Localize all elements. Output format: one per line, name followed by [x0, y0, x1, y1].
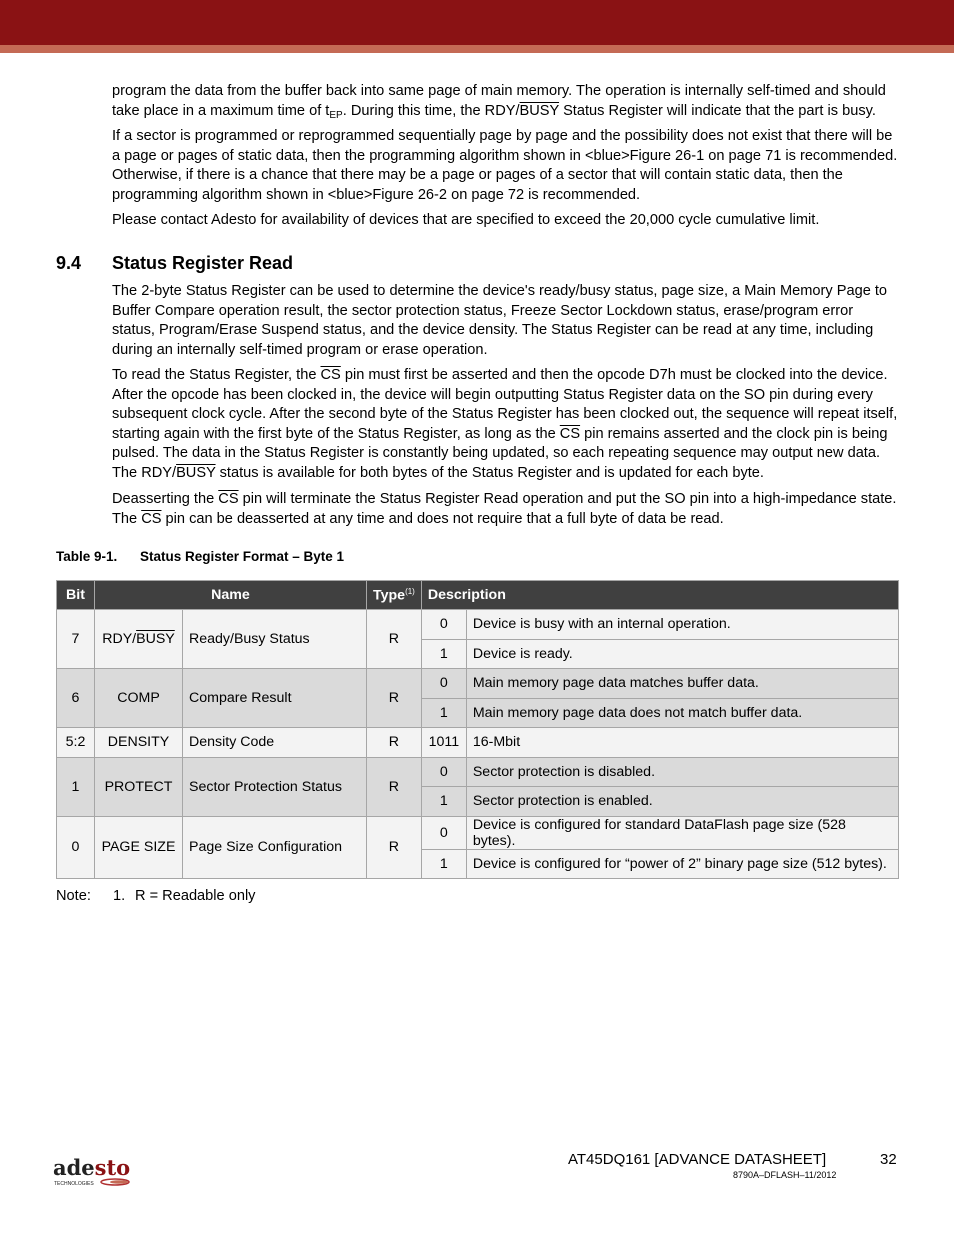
value-cell: 0 [421, 610, 466, 640]
svg-text:TECHNOLOGIES: TECHNOLOGIES [54, 1181, 94, 1187]
description-cell: Sector protection is disabled. [466, 757, 898, 787]
overlined-signal: $\overline{CS}$ [320, 367, 341, 383]
paragraph [112, 282, 898, 360]
bit-cell: 7 [57, 610, 95, 669]
table-row [57, 816, 899, 849]
header-description: Description [421, 581, 898, 610]
header-bit: Bit [57, 581, 95, 610]
text-run: The 2-byte Status Register can be used to determine the device's ready/busy status, page size, a Main Memory Page to Buffer Compare operation result, the sector protection status, Freeze Sector Lockdown status, erase/program error status, Program/Erase Suspend status, and the device density. The Status Register can be read at any time, including during an internally self-timed program or erase operation. [112, 283, 888, 358]
full-name-cell: Page Size Configuration [183, 816, 367, 879]
value-cell: 1 [421, 849, 466, 879]
footer-doc-title: AT45DQ161 [ADVANCE DATASHEET] [568, 1151, 827, 1168]
table-caption-number: Table 9-1. [56, 549, 118, 564]
table-row [57, 757, 899, 787]
paragraph [112, 82, 898, 125]
name-cell: PROTECT [95, 757, 183, 816]
name-cell: RDY/BUSY [95, 610, 183, 669]
section-number: 9.4 [56, 253, 82, 273]
description-cell: Main memory page data does not match buffer data. [466, 698, 898, 728]
value-cell: 0 [421, 669, 466, 699]
footer-doc-number: 8790A–DFLASH–11/2012 [733, 1170, 837, 1180]
description-cell: Device is configured for standard DataFlash page size (528 bytes). [466, 816, 898, 849]
full-name-cell: Compare Result [183, 669, 367, 728]
table-row [57, 610, 899, 640]
bit-cell: 6 [57, 669, 95, 728]
paragraph [112, 127, 898, 205]
name-cell: COMP [95, 669, 183, 728]
value-cell: 0 [421, 816, 466, 849]
note-label: Note: [56, 888, 91, 904]
description-cell: Sector protection is enabled. [466, 787, 898, 817]
header-bar [0, 0, 954, 45]
overlined-signal: $\overline{CS}$ [559, 425, 581, 442]
text-run: Status Register will indicate that the part is busy. [559, 102, 876, 119]
type-cell: R [367, 757, 422, 816]
value-cell: 1 [421, 698, 466, 728]
full-name-cell: Sector Protection Status [183, 757, 367, 816]
description-cell: 16-Mbit [466, 728, 898, 758]
full-name-cell: Density Code [183, 728, 367, 758]
description-cell: Device is busy with an internal operation. [466, 610, 898, 640]
description-cell: Device is ready. [466, 639, 898, 669]
text-run: To read the Status Register, the [112, 367, 321, 383]
text-run: pin can be deasserted at any time and does not require that a full byte of data be read. [161, 510, 724, 527]
note-text: R = Readable only [135, 888, 256, 904]
type-cell: R [367, 816, 422, 879]
header-type: Type$^{(1)}$ [367, 581, 422, 610]
type-cell: R [367, 610, 422, 669]
text-run: If a sector is programmed or reprogrammed sequentially page by page and the possibility does not exist that there will be a page or pages of static data, then the programming algorithm shown in <blue>Figure 26-1 on page 71 is recommended. Otherwise, if there is a chance that there may be a page or pages of a sector that will contain static data, then the programming algorithm shown in <blue>Figure 26-2 on page 72 is recommended. [112, 128, 898, 203]
text-run: program the data from the buffer back into same page of main memory. The operation is internally self-timed and should take place in a maximum time of t [112, 83, 886, 119]
paragraph [112, 490, 898, 529]
text-run: . During this time, the RDY/ [342, 102, 520, 119]
text-run: pin will terminate the Status Register Read operation and put the SO pin into a high-impedance state. The [112, 491, 897, 527]
text-run: pin remains asserted and the clock pin is being pulsed. The data in the Status Register is constantly being updated, so each repeating sequence may output new data. The RDY/ [112, 425, 888, 481]
table-header-row [57, 581, 899, 610]
svg-text:adesto: adesto [53, 1155, 131, 1180]
bit-cell: 1 [57, 757, 95, 816]
type-cell: R [367, 728, 422, 758]
overlined-signal: BUSY [176, 464, 216, 481]
overlined-signal: $\overline{CS}$ [141, 510, 162, 527]
overlined-signal: $\overline{CS}$ [218, 491, 239, 507]
text-run: pin must first be asserted and then the opcode D7h must be clocked into the device. After the opcode has been clocked in, the device will begin outputting Status Register data on the SO pin during every subsequent clock cycle. After the second byte of the Status Register has been clocked out, the sequence will repeat itself, starting again with the first byte of the Status Register, as long as the [112, 367, 898, 442]
overlined-signal: BUSY [519, 102, 560, 119]
header-accent-bar [0, 45, 954, 53]
value-cell: 1011 [421, 728, 466, 758]
bit-cell: 5:2 [57, 728, 95, 758]
description-cell: Device is configured for “power of 2” binary page size (512 bytes). [466, 849, 898, 879]
section-title: Status Register Read [112, 253, 294, 273]
description-cell: Main memory page data matches buffer data. [466, 669, 898, 699]
name-cell: PAGE SIZE [95, 816, 183, 879]
overlined-signal: BUSY [136, 631, 175, 647]
value-cell: 1 [421, 787, 466, 817]
table-row [57, 669, 899, 699]
text-run: Deasserting the [112, 491, 219, 507]
status-register-table [56, 580, 899, 879]
name-cell: DENSITY [95, 728, 183, 758]
text-run: EP [329, 109, 343, 121]
type-cell: R [367, 669, 422, 728]
table-caption-title: Status Register Format – Byte 1 [140, 549, 345, 564]
footer-page-number: 32 [880, 1151, 897, 1168]
value-cell: 0 [421, 757, 466, 787]
bit-cell: 0 [57, 816, 95, 879]
header-name: Name [95, 581, 367, 610]
text-run: status is available for both bytes of the Status Register and is updated for each byte. [215, 464, 764, 481]
paragraph [112, 366, 898, 484]
note-number: 1. [113, 888, 126, 904]
table-row [57, 728, 899, 758]
text-run: Please contact Adesto for availability of devices that are specified to exceed the 20,000 cycle cumulative limit. [112, 212, 820, 228]
value-cell: 1 [421, 639, 466, 669]
full-name-cell: Ready/Busy Status [183, 610, 367, 669]
paragraph [112, 211, 898, 231]
adesto-logo [53, 1155, 135, 1192]
